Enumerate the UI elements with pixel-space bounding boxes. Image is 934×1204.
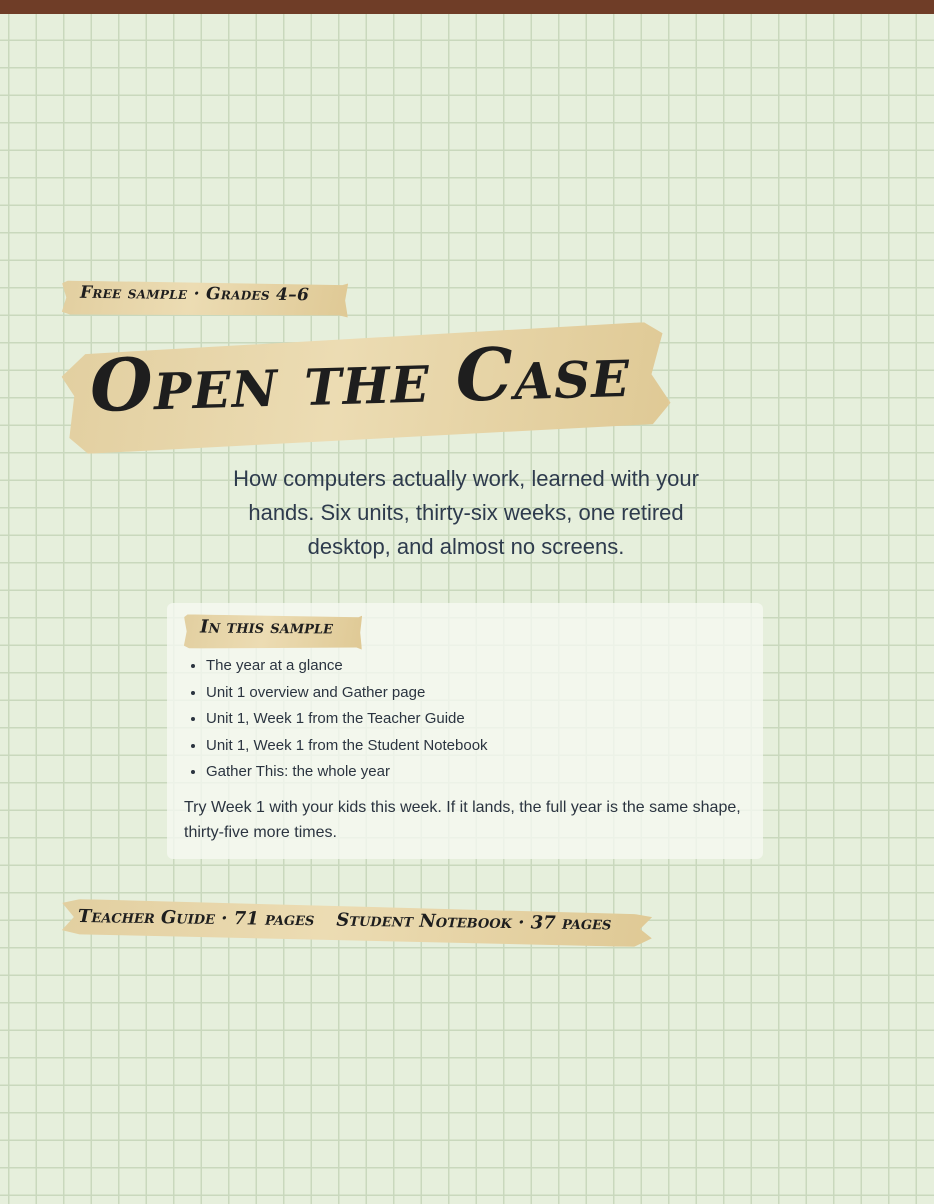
sample-list (186, 653, 488, 786)
sample-note: Try Week 1 with your kids this week. If it lands, the full year is the same shape, thirty-five more times. (184, 799, 741, 841)
sample-heading: In this sample (199, 616, 334, 639)
student-notebook-label: Student Notebook · 37 pages (336, 909, 612, 935)
top-bar (0, 0, 934, 14)
eyebrow-label: Free sample · Grades 4–6 (79, 282, 310, 306)
subtitle: How computers actually work, learned with your hands. Six units, thirty-six weeks, one retired desktop, and almost no screens. (233, 466, 699, 559)
list-item: • The year at a glance (206, 653, 488, 680)
list-item: • Unit 1, Week 1 from the Student Notebook (206, 733, 488, 760)
teacher-guide-label: Teacher Guide · 71 pages (77, 906, 315, 931)
list-item: • Gather This: the whole year (206, 759, 488, 786)
list-item: • Unit 1, Week 1 from the Teacher Guide (206, 706, 488, 733)
list-item: • Unit 1 overview and Gather page (206, 680, 488, 707)
page-title: Open the Case (88, 327, 632, 428)
